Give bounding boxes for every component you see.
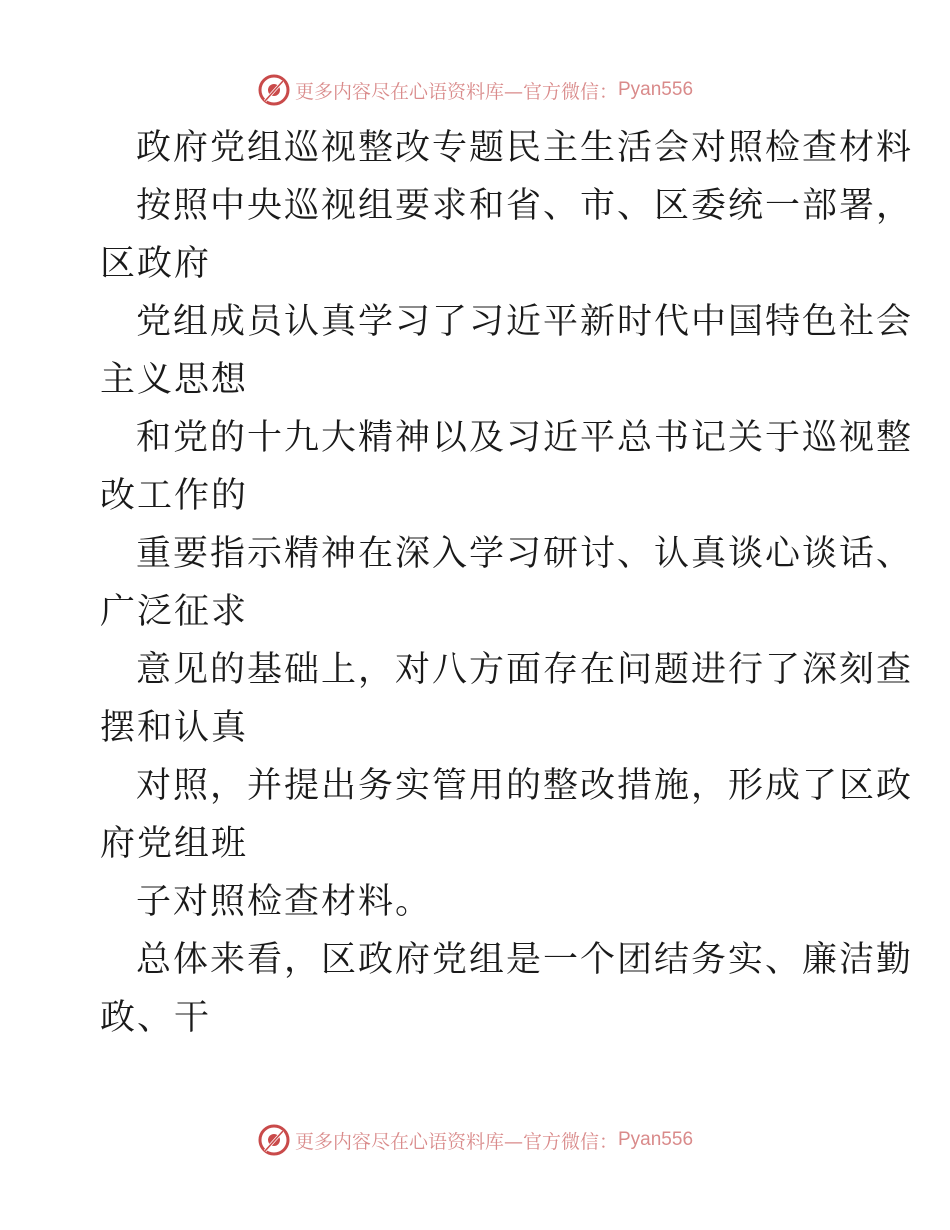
- watermark-wechat-id: Pyan556: [618, 1129, 694, 1150]
- paragraph-line: 对照，并提出务实管用的整改措施，形成了区政: [136, 766, 914, 806]
- paragraph-line: 广泛征求: [100, 592, 249, 632]
- paragraph-line: 区政府: [100, 244, 212, 284]
- paragraph-line: 意见的基础上，对八方面存在问题进行了深刻查: [136, 650, 914, 690]
- pen-logo-icon: [257, 1123, 291, 1157]
- paragraph-line: 改工作的: [100, 476, 249, 516]
- document-title: 政府党组巡视整改专题民主生活会对照检查材料: [136, 128, 914, 168]
- paragraph-line: 总体来看，区政府党组是一个团结务实、廉洁勤: [136, 940, 914, 980]
- paragraph-line: 府党组班: [100, 824, 249, 864]
- paragraph-line: 按照中央巡视组要求和省、市、区委统一部署，: [136, 186, 914, 226]
- paragraph-line: 主义思想: [100, 360, 249, 400]
- footer-watermark: [0, 1122, 950, 1158]
- watermark-wechat-id: Pyan556: [618, 79, 694, 100]
- paragraph-line: 和党的十九大精神以及习近平总书记关于巡视整: [136, 418, 914, 458]
- paragraph-line: 子对照检查材料。: [136, 882, 433, 922]
- paragraph-line: 摆和认真: [100, 708, 249, 748]
- watermark-text: 更多内容尽在心语资料库—官方微信：: [294, 1130, 618, 1153]
- paragraph-line: 党组成员认真学习了习近平新时代中国特色社会: [136, 302, 914, 342]
- watermark-text: 更多内容尽在心语资料库—官方微信：: [294, 80, 618, 103]
- paragraph-line: 重要指示精神在深入学习研讨、认真谈心谈话、: [136, 534, 914, 574]
- header-watermark: [0, 72, 950, 108]
- pen-logo-icon: [257, 73, 291, 107]
- paragraph-line: 政、干: [100, 998, 212, 1038]
